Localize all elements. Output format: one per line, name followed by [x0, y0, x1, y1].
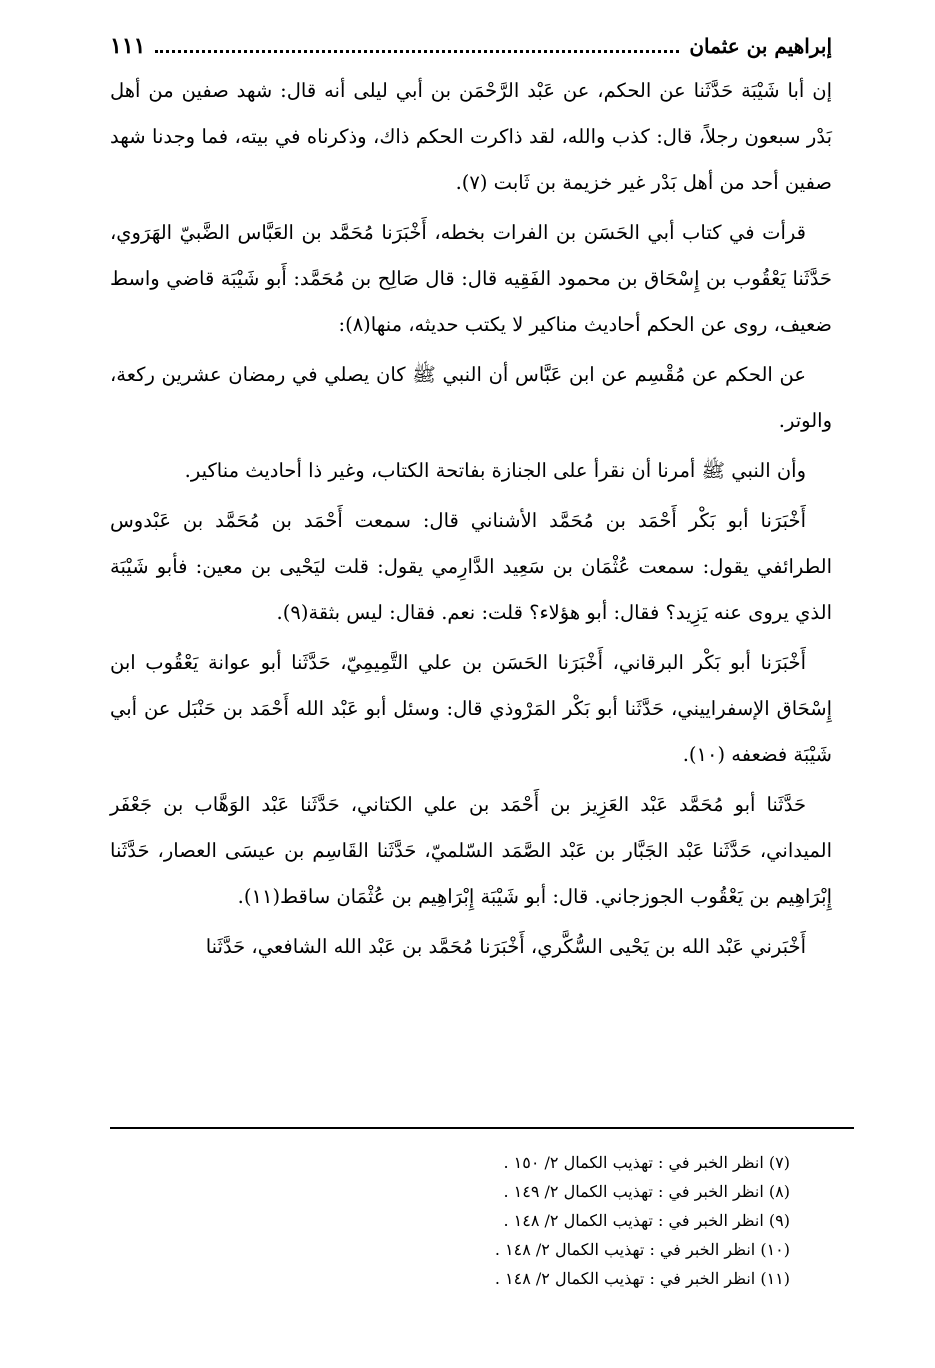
- paragraph-8: أَخْبَرني عَبْد الله بن يَحْيى السُّكَّري، أَخْبَرَنا مُحَمَّد بن عَبْد الله الشافعي، حَدَّثَنا: [205, 935, 806, 958]
- footnote-8: (٨) انظر الخبر في : تهذيب الكمال ٢/ ١٤٩ .: [503, 1182, 790, 1201]
- footnote-9: (٩) انظر الخبر في : تهذيب الكمال ٢/ ١٤٨ .: [503, 1211, 790, 1230]
- page-number: ١١١: [110, 33, 146, 59]
- running-head: [110, 28, 832, 68]
- body-text: [110, 68, 832, 970]
- paragraph-6: أَخْبَرَنا أبو بَكْر البرقاني، أَخْبَرَنا الحَسَن بن علي التَّمِيمِيّ، حَدَّثَنا أبو عوانة يَعْقُوب ابن إِسْحَاق الإسفراييني، حَدَّثَنا أبو بَكْر المَرْوذي قال: وسئل أبو عَبْد الله أَحْمَد بن حَنْبَل عن أبي شَيْبَة فضعفه (١٠).: [110, 651, 832, 766]
- footnote-11: (١١) انظر الخبر في : تهذيب الكمال ٢/ ١٤٨ .: [494, 1269, 790, 1288]
- paragraph-5: أَخْبَرَنا أبو بَكْر أَحْمَد بن مُحَمَّد الأشناني قال: سمعت أَحْمَد بن مُحَمَّد بن عَبْدوس الطرائفي يقول: سمعت عُثْمَان بن سَعِيد الدَّارِمي يقول: قلت ليَحْيى بن معين: فأبو شَيْبَة الذي يروى عنه يَزِيد؟ فقال: أبو هؤلاء؟ قلت: نعم. فقال: ليس بثقة(٩).: [110, 509, 832, 624]
- footnote-divider: [110, 1127, 854, 1129]
- footnote-10: (١٠) انظر الخبر في : تهذيب الكمال ٢/ ١٤٨ .: [494, 1240, 790, 1259]
- running-title: إبراهيم بن عثمان: [689, 34, 832, 58]
- paragraph-4: وأن النبي ﷺ أمرنا أن نقرأ على الجنازة بفاتحة الكتاب، وغير ذا أحاديث مناكير.: [184, 459, 806, 482]
- footnotes: [430, 1148, 790, 1293]
- paragraph-7: حَدَّثَنا أبو مُحَمَّد عَبْد العَزِيز بن أَحْمَد بن علي الكتاني، حَدَّثَنا عَبْد الوَهَّاب بن جَعْفَر الميداني، حَدَّثَنا عَبْد الجَبَّار بن عَبْد الصَّمَد السّلميّ، حَدَّثَنا القَاسِم بن عيسَى العصار، حَدَّثَنا إِبْرَاهِيم بن يَعْقُوب الجوزجاني. قال: أبو شَيْبَة إِبْرَاهِيم بن عُثْمَان ساقط(١١).: [110, 793, 832, 908]
- footnote-7: (٧) انظر الخبر في : تهذيب الكمال ٢/ ١٥٠ .: [503, 1153, 790, 1172]
- paragraph-1: إن أبا شَيْبَة حَدَّثَنا عن الحكم، عن عَبْد الرَّحْمَن بن أبي ليلى أنه قال: شهد صفين من أهل بَدْر سبعون رجلاً، قال: كذب والله، لقد ذاكرت الحكم ذاك، وذكرناه في بيته، فما وجدنا شهد صفين أحد من أهل بَدْر غير خزيمة بن ثَابت (٧).: [110, 79, 832, 194]
- dotted-leader: [155, 50, 679, 53]
- paragraph-3: عن الحكم عن مُقْسِم عن ابن عَبَّاس أن النبي ﷺ كان يصلي في رمضان عشرين ركعة، والوتر.: [110, 363, 832, 432]
- paragraph-2: قرأت في كتاب أبي الحَسَن بن الفرات بخطه، أَخْبَرَنا مُحَمَّد بن العَبَّاس الضَّبيّ الهَرَوي، حَدَّثَنا يَعْقُوب بن إِسْحَاق بن محمود الفَقِيه قال: قال صَالِح بن مُحَمَّد: أَبو شَيْبَة قاضي واسط ضعيف، روى عن الحكم أحاديث مناكير لا يكتب حديثه، منها(٨):: [110, 221, 832, 336]
- page: [110, 28, 832, 974]
